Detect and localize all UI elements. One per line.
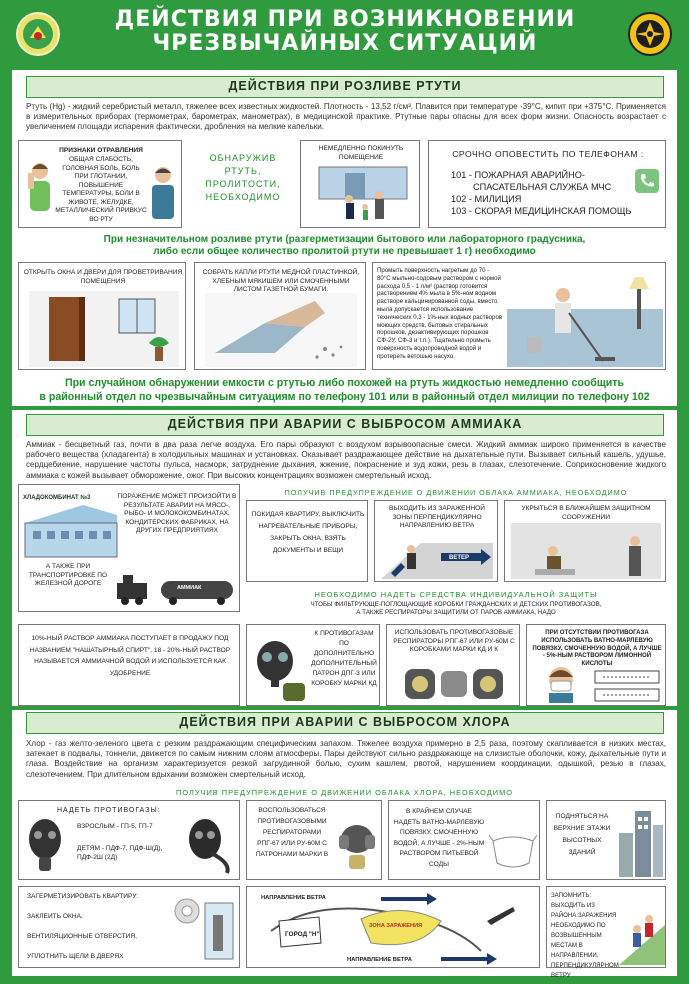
bandage-diagram-icon [593, 669, 661, 703]
exit-zone-box [374, 500, 498, 582]
notify-phones-box [428, 140, 666, 228]
mercury-banner: ДЕЙСТВИЯ ПРИ РОЗЛИВЕ РТУТИ [26, 76, 664, 98]
chlorine-emergency-text: В КРАЙНЕМ СЛУЧАЕ НАДЕТЬ ВАТНО-МАРЛЕВУЮ ПОВЯЗКУ, СМОЧЕННУЮ ВОДОЙ, А ЛУЧШЕ - 2%-НЫМ РАСТВОРОМ ПИТЬЕВОЙ СОДЫ [393, 808, 485, 868]
ammonia-solution-text: 10%-НЫЙ РАСТВОР АММИАКА ПОСТУПАЕТ В ПРОДАЖУ ПОД НАЗВАНИЕМ "НАШАТЫРНЫЙ СПИРТ". 18 - 20%-НЫЙ РАСТВОР НАЗЫВАЕТСЯ АММИАЧНОЙ ВОДОЙ И ИСПОЛЬЗУЕТСЯ КАК УДОБРЕНИЕ [29, 635, 231, 677]
emblem-left-icon [16, 12, 60, 56]
map-wind-top: НАПРАВЛЕНИЕ ВЕТРА [261, 895, 326, 901]
ammonia-sources-text: ПОРАЖЕНИЕ МОЖЕТ ПРОИЗОЙТИ В РЕЗУЛЬТАТЕ АВАРИИ НА МЯСО-, РЫБО- И МОЛОКОКОМБИНАТАХ, КОНДИТЕРСКИХ ФАБРИКАХ, НА ДРУГИХ ПРЕДПРИЯТИЯХ [117, 493, 237, 534]
respirator-text: ИСПОЛЬЗОВАТЬ ПРОТИВОГАЗОВЫЕ РЕСПИРАТОРЫ РПГ-67 ИЛИ РУ-60М С КОРОБКАМИ МАРКИ КД И К [393, 629, 515, 653]
seal-step-1: ЗАКЛЕИТЬ ОКНА, [27, 913, 83, 920]
collect-drops-box [194, 262, 366, 370]
mopping-icon [507, 269, 663, 367]
found-line-2: в районный отдел по чрезвычайным ситуациям по телефону 101 или в районный отдел милиции по телефону 102 [39, 391, 650, 403]
adult-gasmask-icon [25, 817, 65, 873]
gasmasks-title: НАДЕТЬ ПРОТИВОГАЗЫ: [57, 807, 161, 814]
map-city: ГОРОД "Н" [285, 931, 320, 938]
header [0, 0, 689, 66]
collect-drops-text: СОБРАТЬ КАПЛИ РТУТИ МЕДНОЙ ПЛАСТИНКОЙ, ХЛЕБНЫМ МЯКИШЕМ ИЛИ СМОЧЕННЫМИ ЛИСТОМ ГАЗЕТНОЙ БУМАГИ. [202, 269, 360, 293]
respirator-box [386, 624, 520, 706]
chlorine-emergency-box [388, 800, 540, 880]
chlorine-gasmasks-box [18, 800, 240, 880]
gasmask-icon [253, 639, 313, 703]
phone-101-line2: СПАСАТЕЛЬНАЯ СЛУЖБА МЧС [473, 182, 612, 192]
minor-spill-line-1: При незначительном розливе ртути (разгерметизации бытового или лабораторного градусника, [103, 234, 586, 245]
chlorine-respirators-text: ВОСПОЛЬЗОВАТЬСЯ ПРОТИВОГАЗОВЫМИ РЕСПИРАТОРАМИ РПГ-67 ИЛИ РУ-60М С ПАТРОНАМИ МАРКИ В [255, 807, 329, 858]
leave-room-box [300, 140, 420, 228]
leave-apartment-box [246, 500, 368, 582]
discover-mercury-text: ОБНАРУЖИВ РТУТЬ, ПРОЛИТОСТИ, НЕОБХОДИМО [205, 153, 281, 202]
exit-upwind-text: ЗАПОМНИТЬ: ВЫХОДИТЬ ИЗ РАЙОНА ЗАРАЖЕНИЯ НЕОБХОДИМО ПО ВОЗВЫШЕННЫМ МЕСТАМ В НАПРАВЛЕНИИ, ПЕРПЕНДИКУЛЯРНОМ ВЕТРУ [551, 892, 619, 979]
chlorine-banner: ДЕЙСТВИЯ ПРИ АВАРИИ С ВЫБРОСОМ ХЛОРА [26, 712, 664, 734]
wash-surface-box [372, 262, 666, 370]
seal-step-2: ВЕНТИЛЯЦИОННЫЕ ОТВЕРСТИЯ, [27, 933, 137, 940]
leave-building-icon [309, 165, 413, 225]
ammonia-banner: ДЕЙСТВИЯ ПРИ АВАРИИ С ВЫБРОСОМ АММИАКА [26, 414, 664, 436]
wind-label: ВЕТЕР [449, 555, 470, 561]
minor-spill-line-2: либо если общее количество пролитой ртути не превышает 1 г) необходимо [153, 246, 536, 257]
child-gasmask-icon [181, 813, 237, 875]
chlorine-respirators-box [246, 800, 382, 880]
mercury-intro: Ртуть (Hg) - жидкий серебристый металл, тяжелее всех известных жидкостей. Плотность - 13,52 г/см³. Плавится при температуре -39°С, кипит при +375°С. Применяется в измерительных приборах (термометрах, барометрах, манометрах), в медицинской практике. Ртутные пары опасны для всех форм жизни. Опасность возрастает с увеличением площади испарения фактически, дробления на мелкие капельки. [26, 102, 666, 132]
emblem-right-icon [628, 12, 672, 56]
title-line-2: ЧРЕЗВЫЧАЙНЫХ СИТУАЦИЙ [152, 31, 538, 56]
gasmask-cartridge-box [246, 624, 380, 706]
shelter-text: УКРЫТЬСЯ В БЛИЖАЙШЕМ ЗАЩИТНОМ СООРУЖЕНИИ [521, 505, 651, 521]
ammonia-sources-box [18, 484, 240, 612]
chlorine-respirator-icon [335, 817, 379, 873]
ammonia-transport-text: А ТАКЖЕ ПРИ ТРАНСПОРТИРОВКЕ ПО ЖЕЛЕЗНОЙ ДОРОГЕ [28, 563, 108, 587]
phone-103: 103 - СКОРАЯ МЕДИЦИНСКАЯ ПОМОЩЬ [451, 206, 632, 216]
ppe-sub-line-1: ЧТОБЫ ФИЛЬТРУЮЩЕ-ПОГЛОЩАЮЩИЕ КОРОБКИ ГРАЖДАНСКИХ И ДЕТСКИХ ПРОТИВОГАЗОВ, [310, 601, 602, 608]
tank-label: АММИАК [177, 585, 202, 591]
contamination-map-box [246, 886, 540, 968]
person-with-mask-icon [541, 663, 581, 703]
exit-upwind-box [546, 886, 666, 979]
seal-step-3: УПЛОТНИТЬ ЩЕЛИ В ДВЕРЯХ [27, 953, 124, 960]
chlorine-intro: Хлор - газ желто-зеленого цвета с резким раздражающим специфическим запахом. Тяжелее воздуха примерно в 2,5 раза, поэтому скапливается в низких местах, затекает в подвалы, тоннели, движется по самым нижним слоям атмосферы. Пары действуют сильно раздражающе на слизистые оболочки, кожу, дыхательные пути и глаза. Воздействие на организм характеризуется резкой загрудинной болью, сухим кашлем, рвотой, нарушением координации, одышкой, резью в глазах, слезотечением. При длительном вдыхании возможен смертельный исход. [26, 739, 666, 779]
page-title [90, 8, 600, 56]
title-line-1: ДЕЙСТВИЯ ПРИ ВОЗНИКНОВЕНИИ [114, 7, 576, 32]
ppe-header: НЕОБХОДИМО НАДЕТЬ СРЕДСТВА ИНДИВИДУАЛЬНОЙ ЗАЩИТЫ [314, 590, 598, 599]
gasmask-cartridge-text: К ПРОТИВОГАЗАМ ПО ДОПОЛНИТЕЛЬНО ДОПОЛНИТЕЛЬНЫЙ ПАТРОН ДПГ-3 ИЛИ КОРОБКУ МАРКИ КД [311, 630, 377, 687]
leave-apartment-text: ПОКИДАЯ КВАРТИРУ, ВЫКЛЮЧИТЬ НАГРЕВАТЕЛЬНЫЕ ПРИБОРЫ, ЗАКРЫТЬ ОКНА, ВЗЯТЬ ДОКУМЕНТЫ И ВЕЩИ [251, 511, 365, 554]
seal-title: ЗАГЕРМЕТИЗИРОВАТЬ КВАРТИРУ: [27, 893, 139, 900]
exit-zone-text: ВЫХОДИТЬ ИЗ ЗАРАЖЕННОЙ ЗОНЫ ПЕРПЕНДИКУЛЯРНО НАПРАВЛЕНИЮ ВЕТРА [389, 505, 485, 529]
high-rise-icon [617, 809, 663, 877]
map-wind-bottom: НАПРАВЛЕНИЕ ВЕТРА [347, 957, 412, 963]
leave-room-text: НЕМЕДЛЕННО ПОКИНУТЬ ПОМЕЩЕНИЕ [318, 145, 404, 161]
collect-mercury-icon [205, 293, 357, 367]
hill-walkers-icon [619, 905, 665, 965]
chlorine-warning-header: ПОЛУЧИВ ПРЕДУПРЕЖДЕНИЕ О ДВИЖЕНИИ ОБЛАКА ХЛОРА, НЕОБХОДИМО [176, 788, 513, 797]
ppe-subtext [246, 601, 666, 617]
phone-101-line1: 101 - ПОЖАРНАЯ АВАРИЙНО- [451, 170, 585, 180]
map-zone: ЗОНА ЗАРАЖЕНИЯ [369, 923, 423, 929]
found-line-1: При случайном обнаружении емкости с ртутью либо похожей на ртуть жидкостью немедленно сообщить [64, 377, 625, 389]
wash-surface-text: Промыть поверхность нагретым до 70 - 80°С мыльно-содовым раствором с нормой расхода 0,5 - 1 л/м² (раствор готовится растворением 4% мыла в 5%-ном водном растворе кальцинированной соды, вместо мыла допускается использование технических 0,3 - 1%-ных водных растворов моющих средств, бытовых стиральных порошков, дезактивирующих порошков СФ-2У, СФ-3 и т.п.). Тщательно промыть поверхность водопроводной водой и протереть ветошью насухо. [377, 267, 503, 360]
notify-title: СРОЧНО ОПОВЕСТИТЬ ПО ТЕЛЕФОНАМ : [452, 149, 644, 159]
ammonia-solution-box [18, 624, 240, 706]
wind-direction-icon [381, 533, 493, 579]
minor-spill-notice [18, 234, 671, 258]
chlorine-upstairs-text: ПОДНЯТЬСЯ НА ВЕРХНИЕ ЭТАЖИ ВЫСОТНЫХ ЗДАНИЙ [553, 813, 611, 856]
symptoms-text: ОБЩАЯ СЛАБОСТЬ, ГОЛОВНАЯ БОЛЬ, БОЛЬ ПРИ ГЛОТАНИИ, ПОВЫШЕНИЕ ТЕМПЕРАТУРЫ, БОЛИ В ЖИВОТЕ, ЖЕЛУДКЕ, МЕТАЛЛИЧЕСКИЙ ПРИВКУС ВО РТУ [55, 156, 147, 223]
plant-sign: ХЛАДОКОМБИНАТ №3 [23, 495, 91, 501]
seal-apartment-box [18, 886, 240, 968]
found-container-notice [18, 376, 671, 404]
chlorine-upstairs-box [546, 800, 666, 880]
sick-man-icon [147, 165, 179, 225]
phone-icon [635, 169, 659, 193]
gauze-mask-icon [489, 831, 537, 871]
cold-storage-plant-icon [23, 503, 119, 559]
open-windows-box [18, 262, 186, 370]
gasmasks-adult: ВЗРОСЛЫМ - ГП-5, ГП-7 [77, 823, 153, 830]
symptoms-title: ПРИЗНАКИ ОТРАВЛЕНИЯ [59, 147, 143, 154]
phone-102: 102 - МИЛИЦИЯ [451, 194, 522, 204]
mercury-symptoms-box [18, 140, 182, 228]
respirator-icon [401, 661, 509, 703]
open-windows-text: ОТКРЫТЬ ОКНА И ДВЕРИ ДЛЯ ПРОВЕТРИВАНИЯ ПОМЕЩЕНИЯ [23, 269, 183, 285]
sick-woman-icon [23, 159, 57, 221]
ammonia-warning-header: ПОЛУЧИВ ПРЕДУПРЕЖДЕНИЕ О ДВИЖЕНИИ ОБЛАКА АММИАКА, НЕОБХОДИМО [284, 488, 628, 497]
tape-window-icon [169, 895, 235, 963]
gauze-bandage-text: ПРИ ОТСУТСТВИИ ПРОТИВОГАЗА ИСПОЛЬЗОВАТЬ ВАТНО-МАРЛЕВУЮ ПОВЯЗКУ, СМОЧЕННУЮ ВОДОЙ, А ЛУЧШЕ - 5%-НЫМ РАСТВОРОМ ЛИМОННОЙ КИСЛОТЫ [532, 629, 662, 668]
ppe-sub-line-2: А ТАКЖЕ РЕСПИРАТОРЫ ЗАЩИТИЛИ ОТ ПАРОВ АММИАКА, НАДО [356, 609, 556, 616]
shelter-icon [511, 523, 661, 579]
ammonia-intro: Аммиак - бесцветный газ, почти в два раза легче воздуха. Его пары образуют с воздухом взрывоопасные смеси. Жидкий аммиак широко применяется в качестве рабочего вещества (хладагента) в холодильных машинах и установках. Оказывает раздражающее действие на дыхательные пути. Вызывает сильный кашель, удушье, сердцебиение, нарушение частоты пульса, насморк, затруднение дыхания, жжение, покраснение и зуд кожи, резь в глазах, слезотечение. Соприкосновение жидкого аммиака с кожей вызывает обморожение, ожог. При высоких концентрациях возможен смертельный исход. [26, 440, 666, 480]
gasmasks-child: ДЕТЯМ - ПДФ-7, ПДФ-Ш(Д), ПДФ-2Ш (2Д) [77, 845, 163, 861]
open-door-icon [29, 291, 179, 367]
shelter-box [504, 500, 666, 582]
gauze-bandage-box [526, 624, 666, 706]
